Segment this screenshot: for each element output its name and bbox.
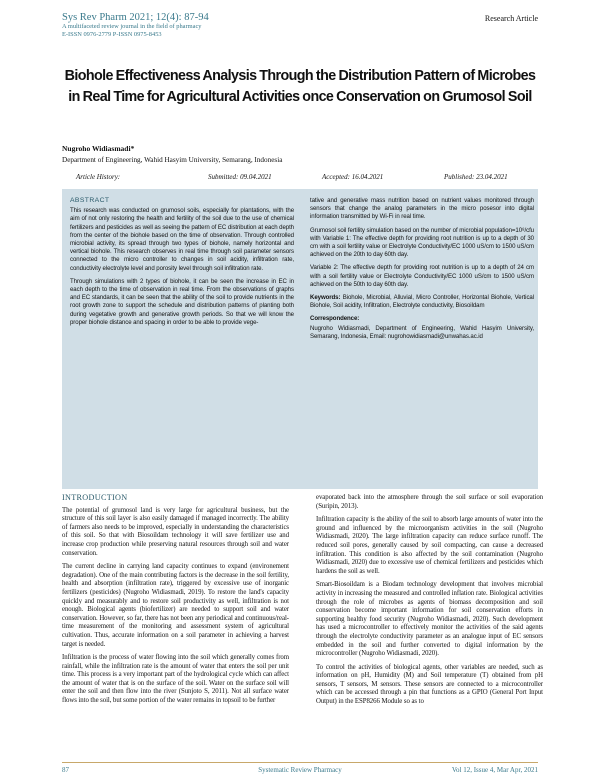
journal-citation: Sys Rev Pharm 2021; 12(4): 87-94 bbox=[62, 12, 209, 23]
abstract-paragraph: tative and generative mass nutrition based on nutrient values monitored through sensors that change the analog parameters in the micro posesor into digital information transmitted by Wi-Fi in real time. bbox=[310, 197, 534, 221]
journal-issn: E-ISSN 0976-2779 P-ISSN 0975-8453 bbox=[62, 31, 162, 38]
keywords-label: Keywords: bbox=[310, 294, 341, 302]
abstract-paragraph: Variable 2: The effective depth for providing root nutrition is up to a depth of 24 cm with a soil fertility value or Electrolyte Conductivity/EC 1000 uS/cm to 1500 uS/cm achieved on the 50th to day 60th day. bbox=[310, 264, 534, 288]
abstract-paragraph: This research was conducted on grumosol soils, especially for plantations, with the aim of not only restoring the health and fertility of the soil due to the use of chemical fertilizers and pesticides as well as seeing the pattern of EC distribution at each depth from the center of the biohole based on the time of observation. Through controlled microbial activity, its spread through two types of biohole, namely horizontal and vertical biohole. This research observes in real time through soil parameter sensors connected to the micro controller to changes in soil acidity, infiltration rate, conductivity electrolyte level and porosity level through soil infiltration rate. bbox=[70, 207, 294, 272]
history-label: Article History: bbox=[76, 173, 121, 181]
author-name: Nugroho Widiasmadi* bbox=[62, 144, 135, 153]
published-date: Published: 23.04.2021 bbox=[444, 173, 508, 181]
body-paragraph: The potential of grumosol land is very large for agricultural business, but the structure of this soil layer is also easily damaged if managed incorrectly. The ability of farmers also needs to be improved, especially in understanding the characteristics of this soil. So that with Biosoildam technology it will save fertilizer use and increase crop production while preserving natural resources through soil and water conservation. bbox=[62, 506, 289, 557]
abstract-box bbox=[62, 189, 538, 489]
footer-volume: Vol 12, Issue 4, Mar Apr, 2021 bbox=[451, 766, 538, 774]
body-paragraph: To control the activities of biological agents, other variables are needed, such as information on pH, Humidity (M) and Soil temperature (T) obtained from pH sensors, T sensors, M sensors. These sensors are connected to a microcontroller which can be accessed through a pin that functions as a GPIO (General Port Input Output) in the ESP8266 Module so as to bbox=[316, 663, 543, 706]
correspondence-text: Nugroho Widiasmadi, Department of Engineering, Wahid Hasyim University, Semarang, Indonesia, Email: nugrohowidiasmadi@unwahas.ac.id bbox=[310, 324, 534, 340]
author-affiliation: Department of Engineering, Wahid Hasyim University, Semarang, Indonesia bbox=[62, 156, 283, 164]
body-paragraph: Smart-Biosoildam is a Biodam technology development that involves microbial activity in increasing the measured and controlled inflation rate. Biological activities through the role of microbes as agents of biomass decomposition and soil conservation become important information for soil conservation efforts in supporting healthy food security (Nugroho Widiasmadi, 2020). Such development has used a microcontroller to effectively monitor the activities of the said agents through the electrolyte conductivity parameter as an analogue input of EC sensors embedded in the soil and further converted to digital information by the microcontroller (Nugroho Widiasmadi, 2020). bbox=[316, 581, 543, 658]
paper-title: Biohole Effectiveness Analysis Through the Distribution Pattern of Microbes in Real Time for Agricultural Activities once Conservation on Grumosol Soil bbox=[64, 68, 536, 105]
abstract-heading: ABSTRACT bbox=[70, 197, 110, 204]
submitted-date: Submitted: 09.04.2021 bbox=[208, 173, 272, 181]
abstract-column-left bbox=[70, 197, 294, 332]
body-paragraph: The current decline in carrying land capacity continues to expand (environement degradation). One of the main contributing factors is the decrease in the soil fertility, health and absorption (infiltration rate), triggered by excessive use of inorganic fertilizers (pesticides) (Nugroho Widiasmadi, 2019). To restore the land's capacity quickly and measurably and to restore soil productivity as well, infiltration is not enough. Biological agents (biofertilizer) are needed to support soil and water conservation. However, so far, there has not been any periodical and continuous/real-time measurement of the monitoring and assessment system of agricultural cultivation. Thus, accurate information on a soil parameter in achieving a harvest target is needed. bbox=[62, 563, 289, 648]
body-paragraph: Infiltration is the process of water flowing into the soil which generally comes from rainfall, while the infiltration rate is the amount of water that enters the soil per unit time. This process is a very important part of the hydrological cycle which can affect the amount of water that is on the surface of the soil. Water on the surface soil will enter the soil and then flow into the river (Sunjoto S, 2011). Not all surface water flows into the soil, but some portion of the water remains in topsoil to be further bbox=[62, 654, 289, 705]
introduction-heading: INTRODUCTION bbox=[62, 493, 128, 502]
body-paragraph: evaporated back into the atmosphere through the soil surface or soil evaporation (Suripin, 2013). bbox=[316, 494, 543, 510]
body-column-left bbox=[62, 494, 289, 711]
correspondence-label: Correspondence: bbox=[310, 315, 360, 323]
abstract-paragraph: Through simulations with 2 types of biohole, it can be seen the increase in EC in each depth to the time of observation in real time. From the observations of graphs and EC standards, it can be seen that the ability of the soil to provide nutrients in the root growth zone to support the schedule and distribution patterns of planting both during vegetative growth and generative growth periods. So that we will know the proper biohole distance and spacing in order to be able to provide vege- bbox=[70, 277, 294, 326]
journal-subtitle: A multifaceted review journal in the field of pharmacy bbox=[62, 23, 202, 30]
footer-journal: Systematic Review Pharmacy bbox=[258, 766, 342, 774]
keywords bbox=[310, 294, 534, 310]
article-type: Research Article bbox=[484, 14, 538, 23]
accepted-date: Accepted: 16.04.2021 bbox=[322, 173, 384, 181]
footer-divider bbox=[62, 762, 538, 763]
body-paragraph: Infiltration capacity is the ability of the soil to absorb large amounts of water into the ground and influenced by the microorganism activities in the soil (Nugroho Widiasmadi, 2020). The large infiltration capacity can reduce surface runoff. The reduced soil pores, generally caused by soil compacting, can cause a decreased infiltration. This condition is also affected by the soil contamination (Nugroho Widiasmadi, 2020) due to excessive use of chemical fertilizers and pesticides which hardens the soil as well. bbox=[316, 516, 543, 575]
article-history bbox=[62, 170, 538, 186]
abstract-paragraph: Grumosol soil fertility simulation based on the number of microbial population=10⁸/cfu with Variable 1: The effective depth for providing root nutrition is up to a depth of 30 cm with a soil fertility value or Electrolyte Conductivity/EC 1000 uS/cm to 1500 uS/cm achieved on the 20th to day 60th day. bbox=[310, 226, 534, 259]
page-number: 87 bbox=[62, 766, 69, 774]
abstract-column-right bbox=[310, 197, 534, 346]
body-column-right bbox=[316, 494, 543, 712]
keywords-text: Biohole, Microbial, Alluvial, Micro Controller, Horizontal Biohole, Vertical Biohole, Soil acidity, Infiltration, Electrolyte conductivity, Biosoildam bbox=[310, 294, 534, 310]
journal-header bbox=[62, 12, 209, 39]
